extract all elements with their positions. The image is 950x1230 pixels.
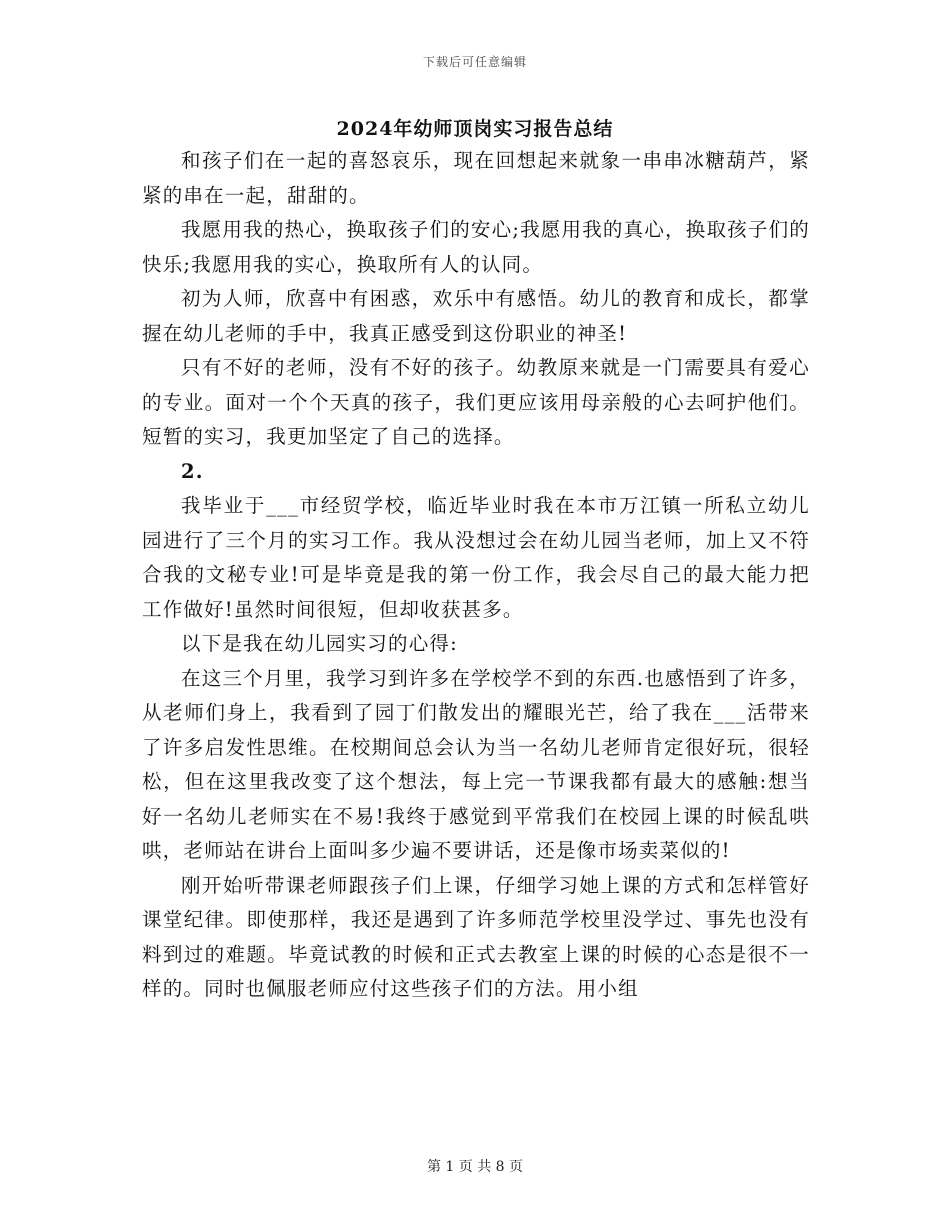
document-title: 2024年幼师顶岗实习报告总结	[336, 118, 614, 140]
paragraph: 只有不好的老师，没有不好的孩子。幼教原来就是一门需要具有爱心的专业。面对一个个天真的孩子，我们更应该用母亲般的心去呵护他们。短暂的实习，我更加坚定了自己的选择。	[142, 356, 810, 448]
paragraph: 在这三个月里，我学习到许多在学校学不到的东西.也感悟到了许多，从老师们身上，我看到了园丁们散发出的耀眼光芒，给了我在___活带来了许多启发性思维。在校期间总会认为当一名幼儿老师肯定很好玩，很轻松，但在这里我改变了这个想法，每上完一节课我都有最大的感触:想当好一名幼儿老师实在不易!我终于感觉到平常我们在校园上课的时候乱哄哄，老师站在讲台上面叫多少遍不要讲话，还是像市场卖菜似的!	[142, 666, 810, 862]
paragraph: 以下是我在幼儿园实习的心得:	[181, 632, 458, 655]
section-number: 2.	[181, 459, 204, 483]
paragraph: 刚开始听带课老师跟孩子们上课，仔细学习她上课的方式和怎样管好课堂纪律。即使那样，我还是遇到了许多师范学校里没学过、事先也没有料到过的难题。毕竟试教的时候和正式去教室上课的时候的心态是很不一样的。同时也佩服老师应付这些孩子们的方法。用小组	[142, 873, 810, 1000]
paragraph: 和孩子们在一起的喜怒哀乐，现在回想起来就象一串串冰糖葫芦，紧紧的串在一起，甜甜的。	[142, 149, 810, 207]
page-number-footer: 第 1 页 共 8 页	[426, 1159, 524, 1175]
paragraph: 初为人师，欣喜中有困惑，欢乐中有感悟。幼儿的教育和成长，都掌握在幼儿老师的手中，我真正感受到这份职业的神圣!	[142, 287, 810, 345]
paragraph: 我毕业于___市经贸学校，临近毕业时我在本市万江镇一所私立幼儿园进行了三个月的实习工作。我从没想过会在幼儿园当老师，加上又不符合我的文秘专业!可是毕竟是我的第一份工作，我会尽自己的最大能力把工作做好!虽然时间很短，但却收获甚多。	[142, 494, 810, 621]
page-header-note: 下载后可任意编辑	[422, 55, 527, 69]
document-body	[142, 144, 810, 1007]
paragraph: 我愿用我的热心，换取孩子们的安心;我愿用我的真心，换取孩子们的快乐;我愿用我的实心，换取所有人的认同。	[142, 218, 810, 276]
